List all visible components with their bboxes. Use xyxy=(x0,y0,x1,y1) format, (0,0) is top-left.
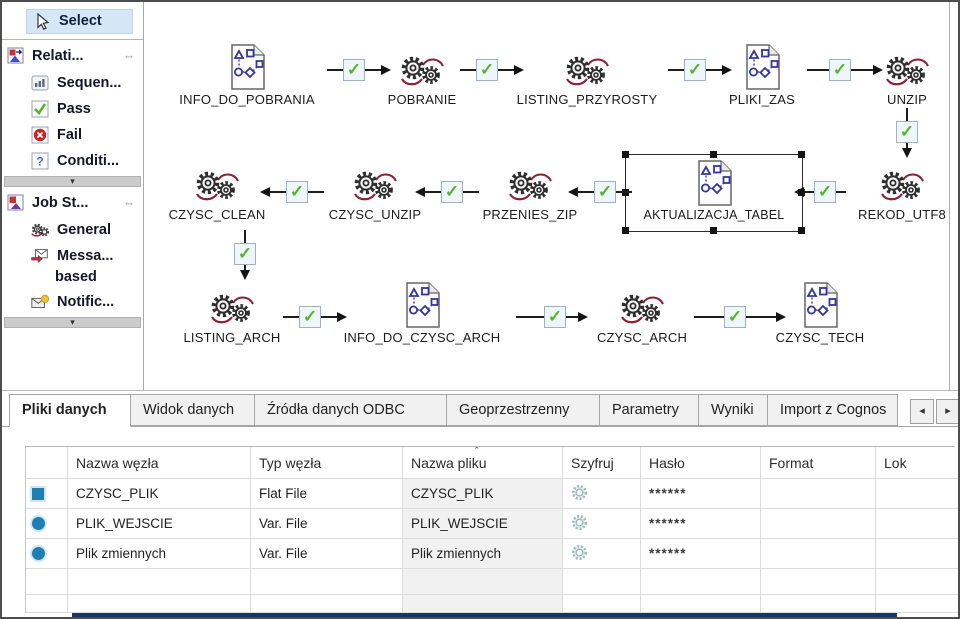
pass-check-icon: ✓ xyxy=(441,181,463,203)
data-files-table xyxy=(25,446,955,613)
pass-check-icon: ✓ xyxy=(234,243,256,265)
node-label: AKTUALIZACJA_TABEL xyxy=(643,208,785,222)
cell-lok[interactable] xyxy=(876,539,960,569)
tab-pliki-danych[interactable]: Pliki danych xyxy=(9,394,131,427)
node-label: CZYSC_CLEAN xyxy=(168,207,266,222)
empty-cell xyxy=(251,569,403,595)
cell-nazwa-węzła[interactable]: Plik zmiennych xyxy=(68,539,251,569)
table-row[interactable] xyxy=(26,539,955,569)
toolbox-item-label: Pass xyxy=(57,101,91,117)
encrypt-ring-icon[interactable] xyxy=(571,514,588,534)
cell-nazwa-pliku[interactable]: Plik zmiennych xyxy=(403,539,563,569)
relationship-icon xyxy=(6,47,26,65)
empty-cell xyxy=(761,569,876,595)
tab-geoprzestrzenny[interactable]: Geoprzestrzenny xyxy=(446,394,600,426)
link-icon: ⇔ xyxy=(123,196,135,210)
tab-widok-danych[interactable]: Widok danych xyxy=(130,394,255,426)
flow-canvas[interactable] xyxy=(145,2,960,391)
column-header-nazwa-pliku[interactable]: Nazwa pliku ˆ xyxy=(403,447,563,479)
select-tool-label: Select xyxy=(59,13,102,29)
toolbox-item-label: Notific... xyxy=(57,294,115,310)
tab-wyniki[interactable]: Wyniki xyxy=(698,394,768,426)
cell-szyfruj[interactable] xyxy=(563,509,641,539)
toolbox-item-label-line2: based xyxy=(55,269,97,285)
toolbox-scroll-strip[interactable]: ▾ xyxy=(4,317,141,328)
pass-icon xyxy=(30,100,50,118)
toolbox-select-tool[interactable] xyxy=(26,9,133,34)
cell-selector[interactable] xyxy=(26,539,68,569)
toolbox-item-label: Messa... xyxy=(57,248,114,264)
pass-check-icon: ✓ xyxy=(476,59,498,81)
empty-cell xyxy=(403,569,563,595)
cell-hasło[interactable] xyxy=(641,479,761,509)
sort-ascending-icon: ˆ xyxy=(475,447,479,458)
tab-źródła-danych-odbc[interactable]: Źródła danych ODBC xyxy=(254,394,447,426)
toolbox-item-label: Fail xyxy=(57,127,82,143)
column-header-lok[interactable]: Lok xyxy=(876,447,960,479)
toolbox-section-label: Job St... xyxy=(32,195,89,211)
pass-check-icon: ✓ xyxy=(299,306,321,328)
table-body xyxy=(26,479,955,613)
cell-typ-węzła[interactable]: Flat File xyxy=(251,479,403,509)
message-icon xyxy=(30,247,50,265)
column-header-typ-węzła[interactable]: Typ węzła xyxy=(251,447,403,479)
empty-cell xyxy=(876,595,960,613)
pass-check-icon: ✓ xyxy=(594,181,616,203)
column-header-selector[interactable] xyxy=(26,447,68,479)
cell-hasło[interactable] xyxy=(641,509,761,539)
cell-hasło[interactable] xyxy=(641,539,761,569)
toolbox-item-label: Conditi... xyxy=(57,153,120,169)
notification-icon xyxy=(30,293,50,311)
column-header-nazwa-węzła[interactable]: Nazwa węzła xyxy=(68,447,251,479)
cell-typ-węzła[interactable]: Var. File xyxy=(251,509,403,539)
toolbox-item-general[interactable] xyxy=(2,217,143,243)
toolbox-item-notific[interactable] xyxy=(2,289,143,315)
node-label: INFO_DO_POBRANIA xyxy=(179,92,315,107)
empty-cell xyxy=(251,595,403,613)
toolbox-divider xyxy=(2,39,143,40)
cell-szyfruj[interactable] xyxy=(563,539,641,569)
encrypt-ring-icon[interactable] xyxy=(571,544,588,564)
column-header-szyfruj[interactable]: Szyfruj xyxy=(563,447,641,479)
cell-nazwa-węzła[interactable]: PLIK_WEJSCIE xyxy=(68,509,251,539)
fail-icon xyxy=(30,126,50,144)
column-header-format[interactable]: Format xyxy=(761,447,876,479)
empty-cell xyxy=(761,595,876,613)
toolbox-item-messa[interactable] xyxy=(2,243,143,269)
link-icon: ⇔ xyxy=(123,49,135,63)
node-label: PLIKI_ZAS xyxy=(728,92,796,107)
tab-scroll-left-button[interactable]: ◂ xyxy=(910,399,934,424)
table-empty-row[interactable] xyxy=(26,595,955,613)
cell-selector[interactable] xyxy=(26,509,68,539)
empty-cell xyxy=(876,569,960,595)
node-label: PRZENIES_ZIP xyxy=(482,207,578,222)
window-bottom-edge xyxy=(72,613,897,619)
toolbox-section-0[interactable] xyxy=(2,42,143,70)
table-row[interactable] xyxy=(26,479,955,509)
cursor-icon xyxy=(33,12,53,30)
cell-format[interactable] xyxy=(761,479,876,509)
empty-cell xyxy=(68,569,251,595)
cell-format[interactable] xyxy=(761,509,876,539)
table-empty-row[interactable] xyxy=(26,569,955,595)
empty-cell xyxy=(641,569,761,595)
node-label: INFO_DO_CZYSC_ARCH xyxy=(343,330,501,345)
row-status-circle-icon xyxy=(32,547,45,560)
toolbox-section-1[interactable] xyxy=(2,189,143,217)
pass-check-icon: ✓ xyxy=(724,306,746,328)
toolbox-section-label: Relati... xyxy=(32,48,84,64)
empty-cell xyxy=(641,595,761,613)
pass-check-icon: ✓ xyxy=(343,59,365,81)
empty-cell xyxy=(563,595,641,613)
node-label: POBRANIE xyxy=(387,92,457,107)
toolbox-item-conditi[interactable] xyxy=(2,148,143,174)
row-status-square-icon xyxy=(32,488,44,500)
pass-check-icon: ✓ xyxy=(544,306,566,328)
empty-cell xyxy=(26,569,68,595)
node-label: LISTING_PRZYROSTY xyxy=(516,92,658,107)
password-masked: ****** xyxy=(649,516,687,531)
tab-import-z-cognos[interactable]: Import z Cognos xyxy=(767,394,898,426)
pass-check-icon: ✓ xyxy=(684,59,706,81)
tab-parametry[interactable]: Parametry xyxy=(599,394,699,426)
encrypt-ring-icon[interactable] xyxy=(571,484,588,504)
cell-selector[interactable] xyxy=(26,479,68,509)
node-label: CZYSC_ARCH xyxy=(596,330,688,345)
sequence-icon xyxy=(30,74,50,92)
table-header-row xyxy=(26,447,955,479)
toolbox-item-sequen[interactable] xyxy=(2,70,143,96)
bottom-tabbar xyxy=(10,394,898,427)
tab-scroll-right-button[interactable]: ▸ xyxy=(936,399,960,424)
toolbox-sidebar xyxy=(2,2,144,390)
row-status-circle-icon xyxy=(32,517,45,530)
pass-check-icon: ✓ xyxy=(829,59,851,81)
empty-cell xyxy=(26,595,68,613)
toolbox-item-label: Sequen... xyxy=(57,75,122,91)
node-label: LISTING_ARCH xyxy=(183,330,281,345)
cell-nazwa-węzła[interactable]: CZYSC_PLIK xyxy=(68,479,251,509)
cell-lok[interactable] xyxy=(876,509,960,539)
node-label: REKOD_UTF8 xyxy=(858,207,946,222)
canvas-right-border xyxy=(949,2,950,391)
empty-cell xyxy=(563,569,641,595)
pass-check-icon: ✓ xyxy=(814,181,836,203)
toolbox-item-fail[interactable] xyxy=(2,122,143,148)
password-masked: ****** xyxy=(649,486,687,501)
column-header-hasło[interactable]: Hasło xyxy=(641,447,761,479)
pass-check-icon: ✓ xyxy=(896,121,918,143)
panel-splitter[interactable] xyxy=(2,390,960,391)
toolbox-item-pass[interactable] xyxy=(2,96,143,122)
password-masked: ****** xyxy=(649,546,687,561)
empty-cell xyxy=(403,595,563,613)
gears-mini-icon xyxy=(30,221,50,239)
jobstatus-icon xyxy=(6,194,26,212)
table-row[interactable] xyxy=(26,509,955,539)
cell-format[interactable] xyxy=(761,539,876,569)
toolbox-item-label: General xyxy=(57,222,111,238)
node-label: CZYSC_UNZIP xyxy=(328,207,422,222)
cell-szyfruj[interactable] xyxy=(563,479,641,509)
empty-cell xyxy=(68,595,251,613)
toolbox-scroll-strip[interactable]: ▾ xyxy=(4,176,141,187)
node-label: UNZIP xyxy=(887,92,927,107)
pass-check-icon: ✓ xyxy=(286,181,308,203)
svg-text:?: ? xyxy=(36,154,44,169)
conditional-icon xyxy=(30,152,50,170)
cell-nazwa-pliku[interactable]: PLIK_WEJSCIE xyxy=(403,509,563,539)
cell-typ-węzła[interactable]: Var. File xyxy=(251,539,403,569)
cell-lok[interactable] xyxy=(876,479,960,509)
node-label: CZYSC_TECH xyxy=(775,330,865,345)
cell-nazwa-pliku[interactable]: CZYSC_PLIK xyxy=(403,479,563,509)
